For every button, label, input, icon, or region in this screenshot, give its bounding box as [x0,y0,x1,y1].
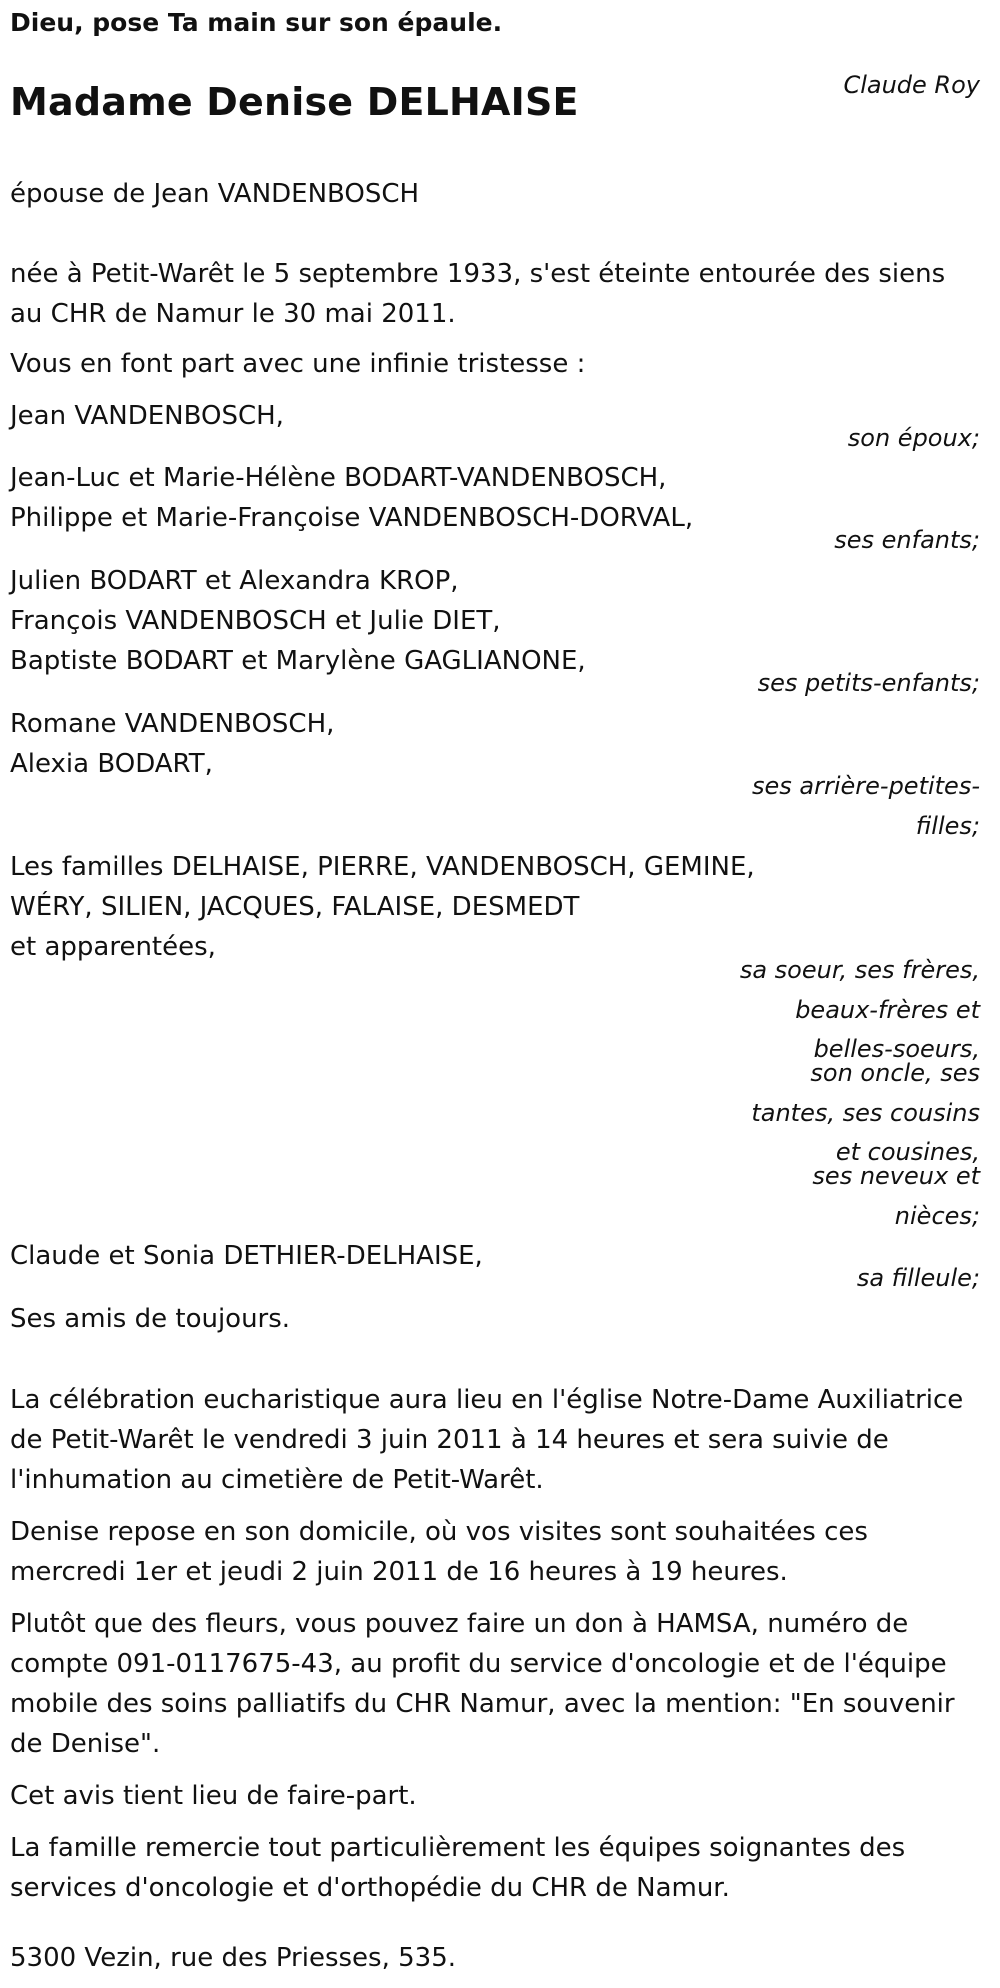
donation-line-2: compte 091-0117675-43, au profit du service d'oncologie et de l'équipe [10,1649,947,1679]
friends-line: Ses amis de toujours. [10,1304,291,1334]
relation-goddaughter: sa filleule; [856,1264,980,1292]
relation-uncle-line-1: son oncle, ses [810,1059,980,1087]
relation-siblings-line-3: belles-soeurs, [813,1035,980,1063]
relation-siblings-line-2: beaux-frères et [795,996,980,1024]
relation-nephews-line-1: ses neveux et [812,1162,980,1190]
grandchild-name: François VANDENBOSCH et Julie DIET, [10,606,501,636]
epigraph: Dieu, pose Ta main sur son épaule. [10,8,503,37]
relation-great-grandchildren-line-2: filles; [915,812,980,840]
spouse-name: Jean VANDENBOSCH, [10,401,284,431]
child-name: Jean-Luc et Marie-Hélène BODART-VANDENBOSCH, [10,463,667,493]
deceased-name: Madame Denise DELHAISE [10,80,579,124]
donation-line-4: de Denise". [10,1729,161,1759]
ceremony-line-3: l'inhumation au cimetière de Petit-Warêt. [10,1465,544,1495]
great-grandchild-name: Romane VANDENBOSCH, [10,709,335,739]
goddaughter-name: Claude et Sonia DETHIER-DELHAISE, [10,1241,483,1271]
relation-great-grandchildren-line-1: ses arrière-petites- [752,772,980,800]
grandchild-name: Julien BODART et Alexandra KROP, [10,566,459,596]
relation-nephews-line-2: nièces; [894,1202,980,1230]
great-grandchild-name: Alexia BODART, [10,749,213,779]
thanks-line-1: La famille remercie tout particulièrement les équipes soignantes des [10,1833,906,1863]
thanks-line-2: services d'oncologie et d'orthopédie du CHR de Namur. [10,1873,730,1903]
spouse-line: épouse de Jean VANDENBOSCH [10,179,420,209]
relation-spouse: son époux; [847,424,980,452]
relation-uncle-line-2: tantes, ses cousins [751,1099,980,1127]
families-line-3: et apparentées, [10,932,216,962]
grandchild-name: Baptiste BODART et Marylène GAGLIANONE, [10,646,586,676]
relation-children: ses enfants; [834,526,980,554]
birth-death-line-2: au CHR de Namur le 30 mai 2011. [10,299,456,329]
address-line: 5300 Vezin, rue des Priesses, 535. [10,1943,456,1973]
visitation-line-2: mercredi 1er et jeudi 2 juin 2011 de 16 heures à 19 heures. [10,1557,788,1587]
birth-death-line-1: née à Petit-Warêt le 5 septembre 1933, s'est éteinte entourée des siens [10,259,946,289]
relation-siblings-line-1: sa soeur, ses frères, [739,956,980,984]
ceremony-line-2: de Petit-Warêt le vendredi 3 juin 2011 à 14 heures et sera suivie de [10,1425,889,1455]
visitation-line-1: Denise repose en son domicile, où vos visites sont souhaitées ces [10,1517,868,1547]
relation-uncle-line-3: et cousines, [835,1138,980,1166]
child-name: Philippe et Marie-Françoise VANDENBOSCH-DORVAL, [10,503,694,533]
ceremony-line-1: La célébration eucharistique aura lieu en l'église Notre-Dame Auxiliatrice [10,1385,964,1415]
announcement-intro: Vous en font part avec une infinie tristesse : [10,349,586,379]
donation-line-1: Plutôt que des fleurs, vous pouvez faire un don à HAMSA, numéro de [10,1609,909,1639]
donation-line-3: mobile des soins palliatifs du CHR Namur, avec la mention: "En souvenir [10,1689,955,1719]
relation-grandchildren: ses petits-enfants; [757,669,980,697]
families-line-1: Les familles DELHAISE, PIERRE, VANDENBOSCH, GEMINE, [10,852,755,882]
epigraph-author: Claude Roy [843,71,980,99]
families-line-2: WÉRY, SILIEN, JACQUES, FALAISE, DESMEDT [10,892,580,922]
notice-line: Cet avis tient lieu de faire-part. [10,1781,417,1811]
